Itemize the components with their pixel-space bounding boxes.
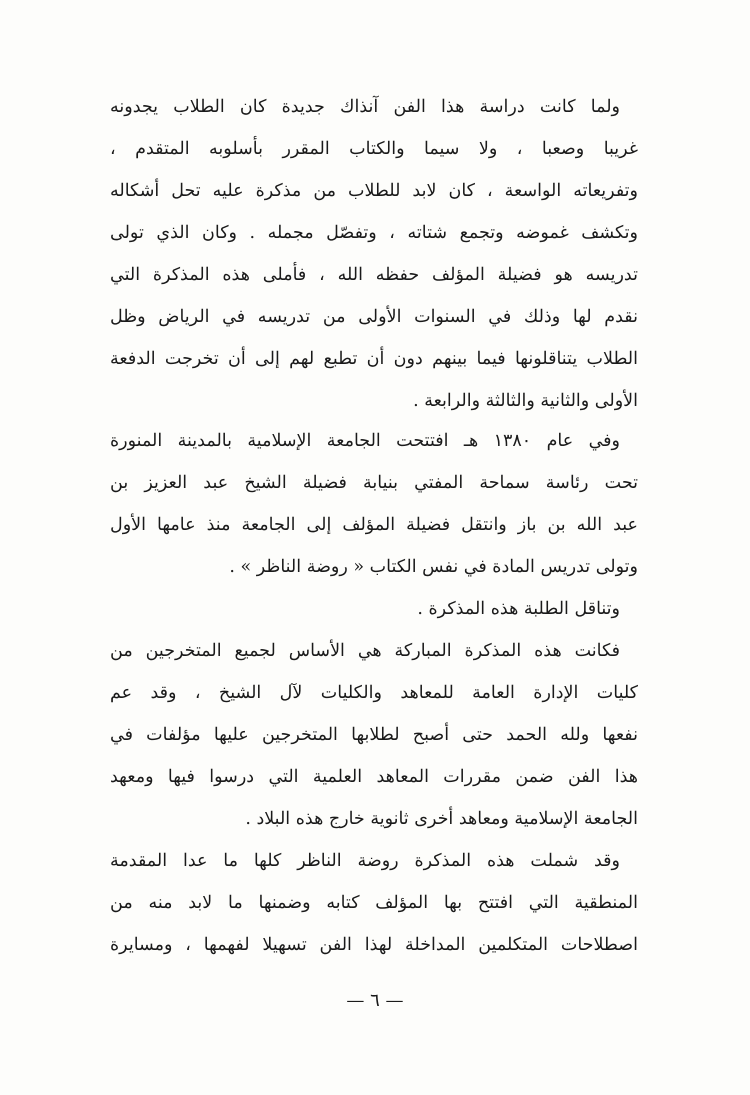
paragraph-1 [110,86,638,422]
paragraph-line: هذا الفن ضمن مقررات المعاهد العلمية التي درسوا فيها ومعهد [110,767,638,787]
paragraph-line: تدريسه هو فضيلة المؤلف حفظه الله ، فأملى هذه المذكرة التي [110,265,638,285]
paragraph-line: المنطقية التي افتتح بها المؤلف كتابه وضمنها ما لابد منه من [110,893,638,913]
paragraph-line: وتفريعاته الواسعة ، كان لابد للطلاب من مذكرة عليه تحل أشكاله [110,181,638,201]
paragraph-line: ولما كانت دراسة هذا الفن آنذاك جديدة كان الطلاب يجدونه [110,97,620,117]
paragraph-line: الطلاب يتناقلونها فيما بينهم دون أن تطبع لهم إلى أن تخرجت الدفعة [110,349,638,369]
paragraph-4 [110,840,638,966]
paragraph-3 [110,630,638,840]
paragraph-line: عبد الله بن باز وانتقل فضيلة المؤلف إلى الجامعة منذ عامها الأول [110,515,638,535]
paragraph-line: الجامعة الإسلامية ومعاهد أخرى ثانوية خارج هذه البلاد . [245,809,638,829]
paragraph-line: فكانت هذه المذكرة المباركة هي الأساس لجميع المتخرجين من [110,641,620,661]
paragraph-line: وقد شملت هذه المذكرة روضة الناظر كلها ما عدا المقدمة [110,851,620,871]
paragraph-line: الأولى والثانية والثالثة والرابعة . [413,391,638,411]
paragraph-line: وفي عام ١٣٨٠ هـ افتتحت الجامعة الإسلامية بالمدينة المنورة [110,431,620,451]
paragraph-2 [110,420,638,630]
paragraph-line: نقدم لها وذلك في السنوات الأولى من تدريسه في الرياض وظل [110,307,638,327]
paragraph-line: نفعها ولله الحمد حتى أصبح لطلابها المتخرجين عليها مؤلفات في [110,725,638,745]
paragraph-line: وتناقل الطلبة هذه المذكرة . [417,599,620,619]
paragraph-line: غريبا وصعبا ، ولا سيما والكتاب المقرر بأسلوبه المتقدم ، [110,139,638,159]
paragraph-line: اصطلاحات المتكلمين المداخلة لهذا الفن تسهيلا لفهمها ، ومسايرة [110,935,638,955]
paragraph-line: تحت رئاسة سماحة المفتي بنيابة فضيلة الشيخ عبد العزيز بن [110,473,638,493]
paragraph-line: وتولى تدريس المادة في نفس الكتاب « روضة الناظر » . [229,557,638,577]
page-number: — ٦ — [346,990,404,1011]
paragraph-line: وتكشف غموضه وتجمع شتاته ، وتفصّل مجمله . وكان الذي تولى [110,223,638,243]
paragraph-line: كليات الإدارة العامة للمعاهد والكليات لآل الشيخ ، وقد عم [110,683,638,703]
